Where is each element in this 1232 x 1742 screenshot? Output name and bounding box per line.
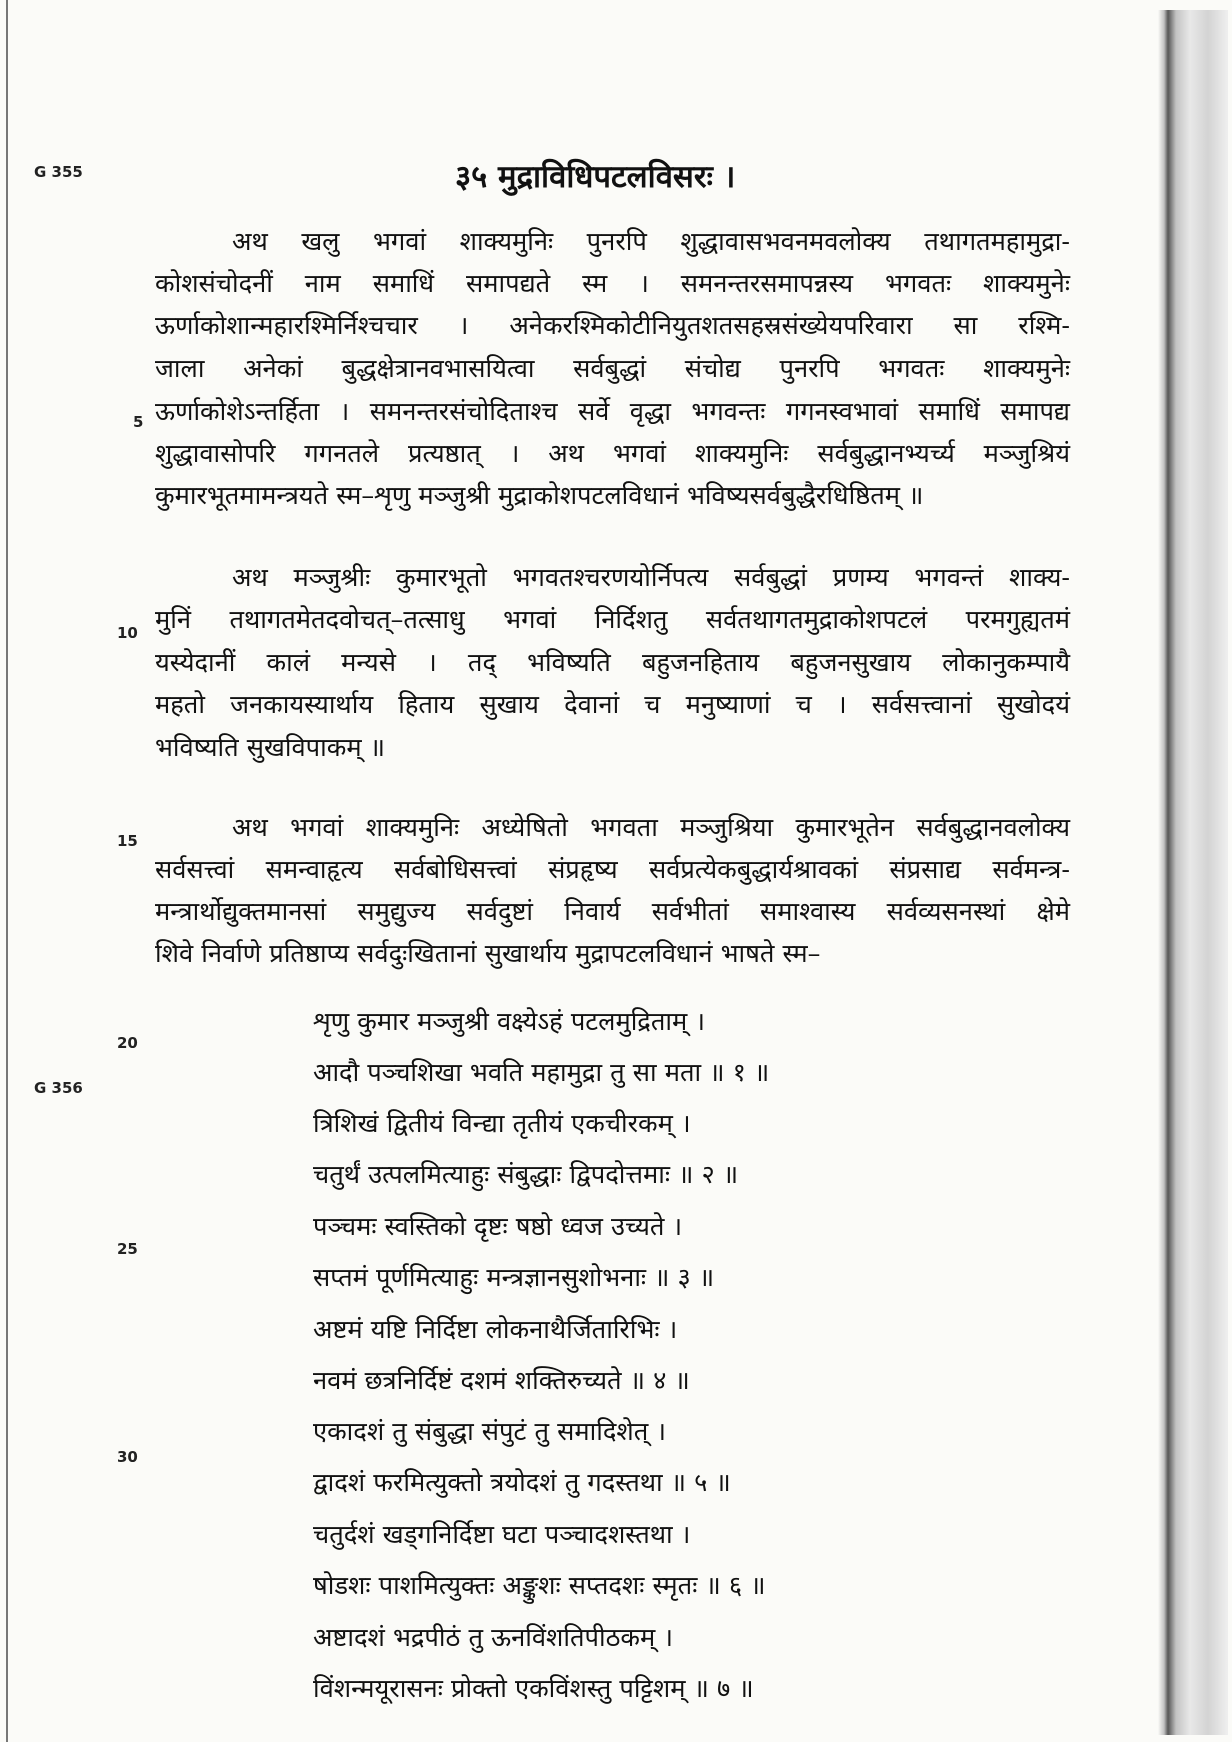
prose-line: महतो जनकायस्यार्थाय हिताय सुखाय देवानां च मनुष्याणां च । सर्वसत्त्वानां सुखोदयं	[155, 690, 1070, 720]
line-number-25: 25	[117, 1240, 138, 1258]
verse-line: अष्टमं यष्टि निर्दिष्टा लोकनाथैर्जितारिभिः ।	[313, 1315, 678, 1345]
page-left-edge	[6, 0, 8, 1742]
prose-line: अथ खलु भगवां शाक्यमुनिः पुनरपि शुद्धावासभवनमवलोक्य तथागतमहामुद्रा-	[232, 227, 1070, 257]
verse-line: एकादशं तु संबुद्धा संपुटं तु समादिशेत् ।	[313, 1417, 667, 1447]
prose-line: भविष्यति सुखविपाकम् ॥	[155, 733, 385, 763]
line-number-10: 10	[117, 624, 138, 642]
line-number-30: 30	[117, 1448, 138, 1466]
prose-line: ऊर्णाकोशेऽन्तर्हिता । समनन्तरसंचोदिताश्च सर्वे वृद्धा भगवन्तः गगनस्वभावां समाधिं समापद्य	[155, 397, 1070, 427]
verse-line: सप्तमं पूर्णमित्याहुः मन्त्रज्ञानसुशोभनाः ॥ ३ ॥	[313, 1263, 715, 1293]
prose-line: मन्त्रार्थोद्युक्तमानसां समुद्युज्य सर्वदुष्टां निवार्य सर्वभीतां समाश्वास्य सर्वव्यसनस्थां क्षेमे	[155, 897, 1070, 927]
prose-line: ऊर्णाकोशान्महारश्मिर्निश्चचार । अनेकरश्मिकोटीनियुतशतसहस्रसंख्येयपरिवारा सा रश्मि-	[155, 311, 1070, 341]
line-number-5: 5	[133, 413, 144, 431]
prose-line: सर्वसत्त्वां समन्वाहृत्य सर्वबोधिसत्त्वां संप्रहृष्य सर्वप्रत्येकबुद्धार्यश्रावकां संप्रसाद्य सर्वमन्त्र-	[155, 855, 1070, 885]
verse-line: नवमं छत्रनिर्दिष्टं दशमं शक्तिरुच्यते ॥ ४ ॥	[313, 1366, 690, 1396]
verse-line: शृणु कुमार मञ्जुश्री वक्ष्येऽहं पटलमुद्रिताम् ।	[313, 1007, 705, 1037]
margin-ref-g356: G 356	[34, 1079, 83, 1097]
prose-line: यस्येदानीं कालं मन्यसे । तद् भविष्यति बहुजनहिताय बहुजनसुखाय लोकानुकम्पायै	[155, 648, 1070, 678]
prose-line: मुनिं तथागतमेतदवोचत्–तत्साधु भगवां निर्दिशतु सर्वतथागतमुद्राकोशपटलं परमगुह्यतमं	[155, 605, 1070, 635]
verse-line: चतुर्दशं खड्गनिर्दिष्टा घटा पञ्चादशस्तथा ।	[313, 1520, 691, 1550]
prose-line: कोशसंचोदनीं नाम समाधिं समापद्यते स्म । समनन्तरसमापन्नस्य भगवतः शाक्यमुनेः	[155, 269, 1070, 299]
verse-line: त्रिशिखं द्वितीयं विन्द्या तृतीयं एकचीरकम् ।	[313, 1109, 691, 1139]
chapter-title: ३५ मुद्राविधिपटलविसरः ।	[455, 159, 736, 195]
line-number-15: 15	[117, 832, 138, 850]
line-number-20: 20	[117, 1034, 138, 1052]
verse-line: द्वादशं फरमित्युक्तो त्रयोदशं तु गदस्तथा ॥ ५ ॥	[313, 1468, 731, 1498]
prose-line: अथ मञ्जुश्रीः कुमारभूतो भगवतश्चरणयोर्निपत्य सर्वबुद्धां प्रणम्य भगवन्तं शाक्य-	[232, 563, 1070, 593]
prose-line: कुमारभूतमामन्त्रयते स्म–शृणु मञ्जुश्री मुद्राकोशपटलविधानं भविष्यसर्वबुद्धैरधिष्ठितम् ॥	[155, 481, 924, 511]
prose-line: शुद्धावासोपरि गगनतले प्रत्यष्ठात् । अथ भगवां शाक्यमुनिः सर्वबुद्धानभ्यर्च्य मञ्जुश्रियं	[155, 439, 1070, 469]
prose-line: अथ भगवां शाक्यमुनिः अध्येषितो भगवता मञ्जुश्रिया कुमारभूतेन सर्वबुद्धानवलोक्य	[232, 813, 1070, 843]
verse-line: आदौ पञ्चशिखा भवति महामुद्रा तु सा मता ॥ १ ॥	[313, 1058, 770, 1088]
margin-ref-g355: G 355	[34, 163, 83, 181]
verse-line: विंशन्मयूरासनः प्रोक्तो एकविंशस्तु पट्टिशम् ॥ ७ ॥	[313, 1674, 754, 1704]
prose-line: जाला अनेकां बुद्धक्षेत्रानवभासयित्वा सर्वबुद्धां संचोद्य पुनरपि भगवतः शाक्यमुनेः	[155, 354, 1071, 384]
verse-line: पञ्चमः स्वस्तिको दृष्टः षष्ठो ध्वज उच्यते ।	[313, 1212, 683, 1242]
book-binding-edge	[1158, 10, 1228, 1735]
verse-line: चतुर्थं उत्पलमित्याहुः संबुद्धाः द्विपदोत्तमाः ॥ २ ॥	[313, 1160, 739, 1190]
verse-line: अष्टादशं भद्रपीठं तु ऊनविंशतिपीठकम् ।	[313, 1623, 674, 1653]
prose-line: शिवे निर्वाणे प्रतिष्ठाप्य सर्वदुःखितानां सुखार्थाय मुद्रापटलविधानं भाषते स्म–	[155, 939, 821, 969]
verse-line: षोडशः पाशमित्युक्तः अङ्कुशः सप्तदशः स्मृतः ॥ ६ ॥	[313, 1571, 766, 1601]
